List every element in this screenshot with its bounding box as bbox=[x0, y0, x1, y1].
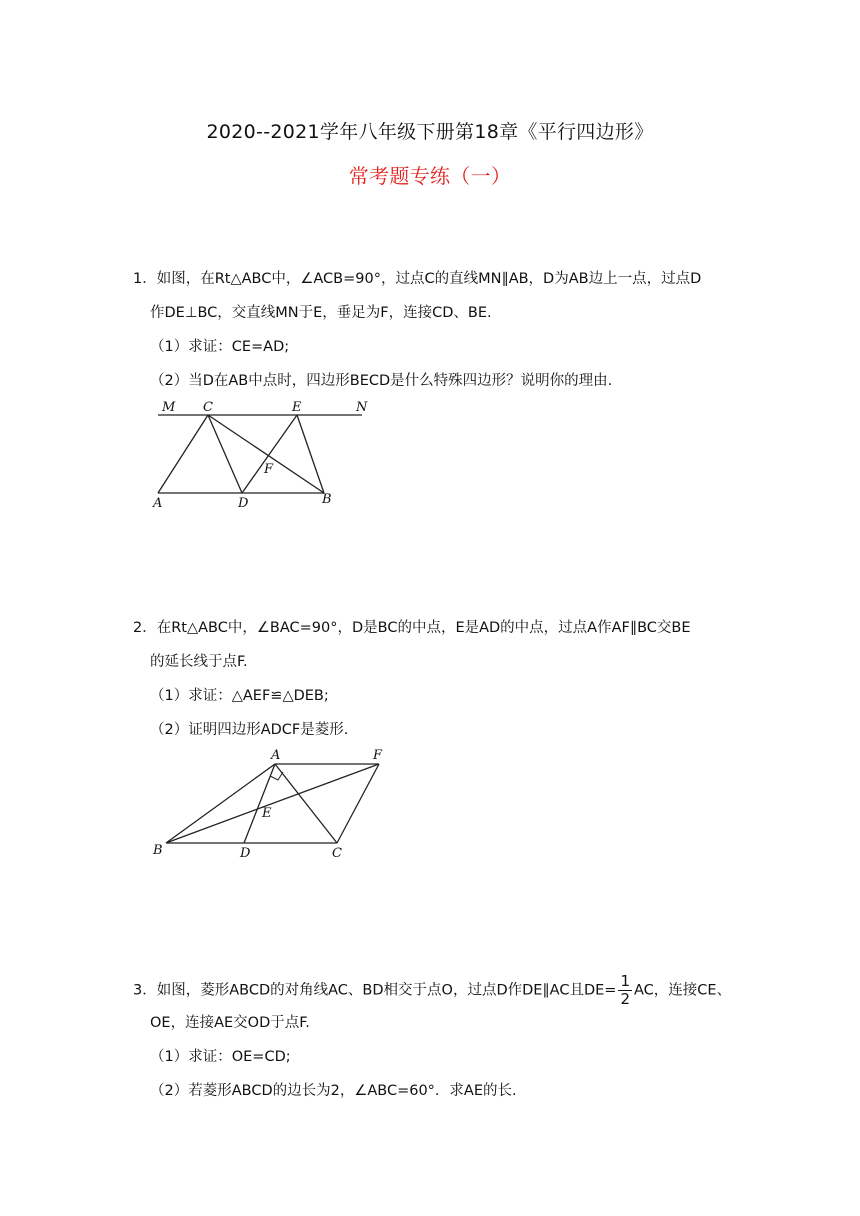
label-A: A bbox=[271, 748, 281, 763]
label-D: D bbox=[238, 496, 249, 511]
label-A: A bbox=[153, 496, 163, 511]
label-E: E bbox=[292, 400, 302, 415]
fraction-denominator: 2 bbox=[620, 990, 630, 1008]
problem-1-part-1: （1）求证：CE=AD; bbox=[150, 339, 290, 355]
label-B: B bbox=[322, 492, 332, 507]
problem-3-part-2: （2）若菱形ABCD的边长为2，∠ABC=60°．求AE的长. bbox=[150, 1083, 517, 1099]
problem-3-part-1: （1）求证：OE=CD; bbox=[150, 1049, 291, 1065]
label-C: C bbox=[203, 400, 213, 415]
problem-3-line-1 bbox=[133, 973, 731, 1008]
problem-2-part-1: （1）求证：△AEF≌△DEB; bbox=[150, 688, 329, 704]
problem-1-line-2: 作DE⊥BC，交直线MN于E，垂足为F，连接CD、BE. bbox=[150, 305, 492, 321]
problem-1-part-2: （2）当D在AB中点时，四边形BECD是什么特殊四边形？说明你的理由. bbox=[150, 373, 613, 389]
label-B: B bbox=[153, 843, 163, 858]
label-E: E bbox=[262, 806, 272, 821]
label-F: F bbox=[264, 462, 274, 477]
problem-3-line-2: OE，连接AE交OD于点F. bbox=[150, 1015, 310, 1031]
problem-2-figure bbox=[145, 745, 395, 865]
problem-2-part-2: （2）证明四边形ADCF是菱形. bbox=[150, 722, 349, 738]
problem-3-line-1-tail: AC，连接CE、 bbox=[634, 982, 732, 999]
page-title: 2020--2021学年八年级下册第18章《平行四边形》 bbox=[206, 121, 654, 143]
fraction-numerator: 1 bbox=[620, 972, 630, 990]
label-F: F bbox=[373, 748, 383, 763]
label-N: N bbox=[356, 400, 368, 415]
problem-1-line-1: 1．如图，在Rt△ABC中，∠ACB=90°，过点C的直线MN∥AB，D为AB边上一点，过点D bbox=[133, 271, 702, 287]
page-subtitle: 常考题专练（一） bbox=[348, 164, 512, 188]
label-C: C bbox=[332, 846, 342, 861]
problem-2-line-2: 的延长线于点F. bbox=[150, 654, 248, 670]
label-M: M bbox=[162, 400, 176, 415]
problem-2-line-1: 2．在Rt△ABC中，∠BAC=90°，D是BC的中点，E是AD的中点，过点A作AF∥BC交BE bbox=[133, 620, 691, 636]
fraction-one-half bbox=[618, 973, 632, 1008]
problem-1-figure bbox=[140, 395, 380, 515]
problem-3-line-1-text: 3．如图，菱形ABCD的对角线AC、BD相交于点O，过点D作DE∥AC且DE= bbox=[133, 982, 617, 999]
label-D: D bbox=[240, 846, 251, 861]
